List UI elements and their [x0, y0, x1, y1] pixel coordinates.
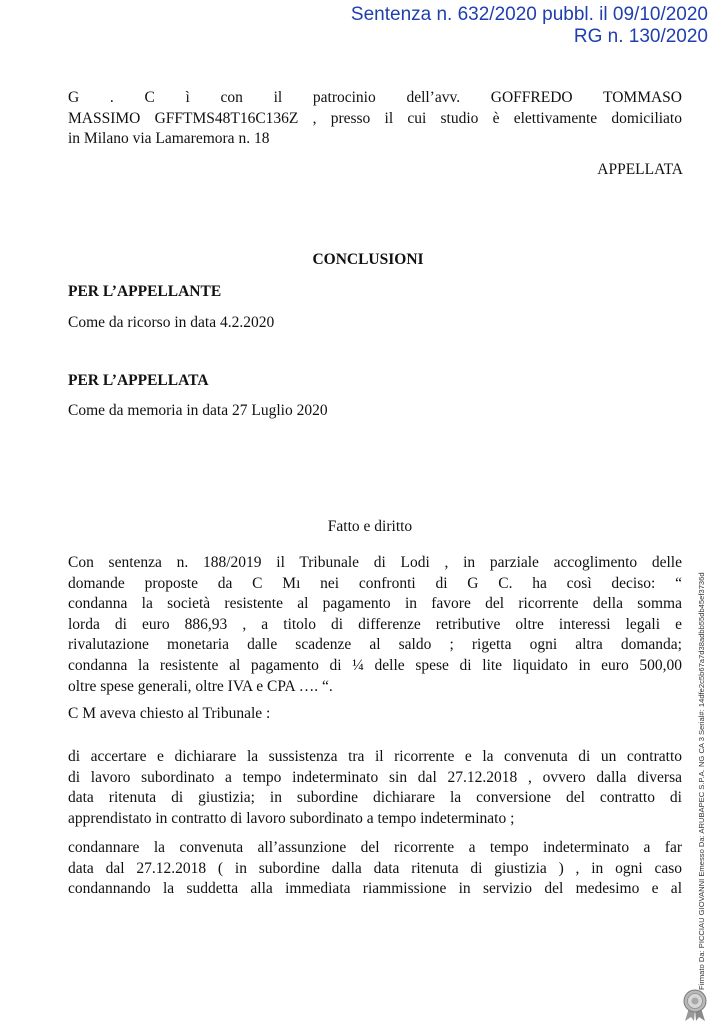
appellante-text: Come da ricorso in data 4.2.2020 — [68, 314, 275, 331]
party-line: G . C ì con il patrocinio dell’avv. GOFFREDO TOMMASO — [68, 89, 682, 106]
paragraph-line: condanna la resistente al pagamento di ¼ delle spese di lite liquidato in euro 500,00 — [68, 656, 682, 674]
party-line: MASSIMO GFFTMS48T16C136Z , presso il cui studio è elettivamente domiciliato — [68, 109, 682, 127]
paragraph-line: rivalutazione monetaria dalle scadenze al saldo ; rigetta ogni altra domanda; — [68, 636, 682, 654]
sentence-number: Sentenza n. 632/2020 pubbl. il 09/10/2020 — [350, 4, 708, 25]
party-line: in Milano via Lamaremora n. 18 — [68, 130, 270, 148]
paragraph-line: data ritenuta di giustizia; in subordine dichiarare la conversione del contratto di — [68, 789, 682, 807]
publication-stamp — [351, 4, 708, 48]
appellata-heading: PER L’APPELLATA — [68, 372, 209, 389]
paragraph-sentenza — [68, 553, 682, 697]
section-title-conclusioni: CONCLUSIONI — [312, 251, 424, 268]
paragraph-line: domande proposte da C Mı nei confronti di G C. ha così deciso: “ — [68, 574, 682, 592]
paragraph-richiesta: C M aveva chiesto al Tribunale : — [68, 705, 271, 722]
paragraph-line: oltre spese generali, oltre IVA e CPA …. “. — [68, 677, 333, 695]
paragraph-line: di lavoro subordinato a tempo indeterminato sin dal 27.12.2018 , ovvero dalla diversa — [68, 768, 682, 786]
paragraph-line: condannando la suddetta alla immediata riammissione in servizio del medesimo e al — [68, 880, 682, 898]
section-title-fatto: Fatto e diritto — [327, 518, 413, 535]
paragraph-line: data dal 27.12.2018 ( in subordine dalla data ritenuta di giustizia ) , in ogni caso — [68, 859, 682, 877]
paragraph-accertare — [68, 747, 682, 829]
paragraph-line: di accertare e dichiarare la sussistenza tra il ricorrente e la convenuta di un contratto — [68, 748, 682, 765]
party-role: APPELLATA — [597, 161, 683, 178]
certificate-seal-icon — [680, 988, 710, 1022]
paragraph-line: condanna la società resistente al pagamento in favore del ricorrente della somma — [68, 595, 682, 613]
paragraph-condannare — [68, 838, 682, 900]
digital-signature-text: Firmato Da: PICCIAU GIOVANNI Emesso Da: ARUBAPEC S.P.A. NG CA 3 Serial#: 14dfe2c5b67a7d38adbb55db45ef3736d — [697, 572, 706, 990]
appellata-text: Come da memoria in data 27 Luglio 2020 — [68, 402, 328, 419]
rg-number: RG n. 130/2020 — [573, 26, 708, 47]
paragraph-line: lorda di euro 886,93 , a titolo di differenze retributive oltre interessi legali e — [68, 615, 682, 633]
party-block — [68, 88, 682, 150]
appellante-heading: PER L’APPELLANTE — [68, 283, 222, 300]
paragraph-line: condannare la convenuta all’assunzione del ricorrente a tempo indeterminato a far — [68, 839, 682, 856]
paragraph-line: apprendistato in contratto di lavoro subordinato a tempo indeterminato ; — [68, 809, 515, 827]
paragraph-line: Con sentenza n. 188/2019 il Tribunale di Lodi , in parziale accoglimento delle — [68, 554, 682, 571]
